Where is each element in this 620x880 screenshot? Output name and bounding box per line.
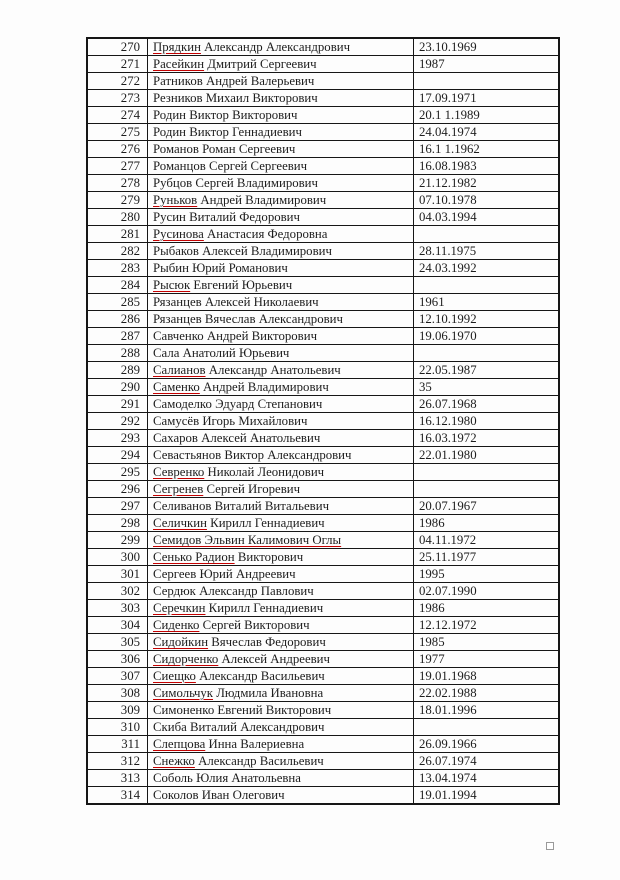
cell-birth-date — [414, 481, 560, 498]
name-rest: Александр Александрович — [200, 40, 351, 54]
cell-full-name — [148, 566, 414, 583]
cell-full-name — [148, 311, 414, 328]
name-rest: Ратников Андрей Валерьевич — [153, 74, 315, 88]
cell-birth-date: 26.09.1966 — [414, 736, 560, 753]
table-row — [87, 617, 559, 634]
table-row — [87, 73, 559, 90]
cell-full-name — [148, 294, 414, 311]
cell-full-name — [148, 379, 414, 396]
cell-number: 270 — [87, 38, 148, 56]
name-rest: Андрей Владимирович — [197, 193, 327, 207]
name-marked-red-underline: Слепцова — [153, 737, 206, 751]
cell-birth-date: 28.11.1975 — [414, 243, 560, 260]
cell-number: 278 — [87, 175, 148, 192]
cell-birth-date: 22.02.1988 — [414, 685, 560, 702]
name-rest: Самоделко Эдуард Степанович — [153, 397, 323, 411]
name-rest: Сала Анатолий Юрьевич — [153, 346, 290, 360]
name-rest: Рязанцев Алексей Николаевич — [153, 295, 319, 309]
cell-full-name — [148, 685, 414, 702]
anchor-square-marker — [546, 842, 554, 850]
cell-number: 309 — [87, 702, 148, 719]
cell-number: 299 — [87, 532, 148, 549]
name-rest: Соколов Иван Олегович — [153, 788, 285, 802]
name-marked-red-underline: Сиденко — [153, 618, 200, 632]
name-marked-red-underline: Серечкин — [153, 601, 206, 615]
cell-birth-date: 04.03.1994 — [414, 209, 560, 226]
cell-full-name — [148, 175, 414, 192]
table-body — [87, 38, 559, 804]
cell-number: 307 — [87, 668, 148, 685]
cell-number: 276 — [87, 141, 148, 158]
name-marked-red-underline: Русинова — [153, 227, 204, 241]
cell-number: 281 — [87, 226, 148, 243]
name-rest: Сергеев Юрий Андреевич — [153, 567, 296, 581]
name-marked-red-underline: Салианов — [153, 363, 206, 377]
cell-full-name — [148, 38, 414, 56]
table-row — [87, 685, 559, 702]
cell-full-name — [148, 736, 414, 753]
cell-birth-date: 1977 — [414, 651, 560, 668]
cell-number: 313 — [87, 770, 148, 787]
name-marked-red-underline: Севренко — [153, 465, 205, 479]
table-row — [87, 379, 559, 396]
name-rest: Кирилл Геннадиевич — [206, 516, 325, 530]
name-rest: Самусёв Игорь Михайлович — [153, 414, 308, 428]
cell-full-name — [148, 362, 414, 379]
cell-full-name — [148, 209, 414, 226]
table-row — [87, 413, 559, 430]
cell-full-name — [148, 787, 414, 805]
cell-birth-date — [414, 345, 560, 362]
name-marked-red-underline: Сидорченко — [153, 652, 219, 666]
cell-number: 311 — [87, 736, 148, 753]
name-rest: Вячеслав Федорович — [208, 635, 326, 649]
table-row — [87, 481, 559, 498]
table-row — [87, 243, 559, 260]
table-row — [87, 90, 559, 107]
cell-number: 288 — [87, 345, 148, 362]
cell-full-name — [148, 277, 414, 294]
table-row — [87, 294, 559, 311]
name-marked-red-underline: Семидов Эльвин Калимович Оглы — [153, 533, 342, 547]
cell-birth-date: 18.01.1996 — [414, 702, 560, 719]
cell-birth-date: 21.12.1982 — [414, 175, 560, 192]
cell-full-name — [148, 549, 414, 566]
cell-birth-date: 16.08.1983 — [414, 158, 560, 175]
name-rest: Селиванов Виталий Витальевич — [153, 499, 330, 513]
cell-full-name — [148, 396, 414, 413]
cell-full-name — [148, 719, 414, 736]
cell-birth-date: 1987 — [414, 56, 560, 73]
name-rest: Сахаров Алексей Анатольевич — [153, 431, 321, 445]
cell-full-name — [148, 328, 414, 345]
cell-number: 290 — [87, 379, 148, 396]
name-marked-red-underline: Снежко — [153, 754, 195, 768]
cell-birth-date — [414, 226, 560, 243]
name-marked-red-underline: Прядкин — [153, 40, 201, 54]
cell-number: 284 — [87, 277, 148, 294]
table-row — [87, 124, 559, 141]
cell-number: 306 — [87, 651, 148, 668]
name-rest: Алексей Андреевич — [218, 652, 330, 666]
cell-number: 304 — [87, 617, 148, 634]
name-marked-red-underline: Расейкин — [153, 57, 205, 71]
cell-birth-date: 1985 — [414, 634, 560, 651]
cell-full-name — [148, 515, 414, 532]
name-marked-red-underline: Селичкин — [153, 516, 207, 530]
cell-birth-date: 20.1 1.1989 — [414, 107, 560, 124]
names-table — [86, 37, 560, 805]
cell-number: 275 — [87, 124, 148, 141]
table-row — [87, 447, 559, 464]
table-row — [87, 38, 559, 56]
name-marked-red-underline: Сегренев — [153, 482, 204, 496]
cell-number: 295 — [87, 464, 148, 481]
cell-number: 302 — [87, 583, 148, 600]
name-rest: Соболь Юлия Анатольевна — [153, 771, 301, 785]
cell-birth-date: 17.09.1971 — [414, 90, 560, 107]
name-marked-red-underline: Саменко — [153, 380, 200, 394]
cell-full-name — [148, 600, 414, 617]
cell-birth-date: 25.11.1977 — [414, 549, 560, 566]
cell-number: 279 — [87, 192, 148, 209]
cell-birth-date: 22.05.1987 — [414, 362, 560, 379]
table-row — [87, 226, 559, 243]
cell-birth-date: 04.11.1972 — [414, 532, 560, 549]
table-row — [87, 566, 559, 583]
cell-number: 293 — [87, 430, 148, 447]
cell-birth-date: 26.07.1974 — [414, 753, 560, 770]
table-row — [87, 328, 559, 345]
name-marked-red-underline: Сиещко — [153, 669, 196, 683]
name-rest: Резников Михаил Викторович — [153, 91, 318, 105]
cell-full-name — [148, 651, 414, 668]
table-row — [87, 702, 559, 719]
cell-number: 297 — [87, 498, 148, 515]
cell-full-name — [148, 124, 414, 141]
table-row — [87, 209, 559, 226]
cell-full-name — [148, 158, 414, 175]
cell-birth-date: 35 — [414, 379, 560, 396]
cell-number: 310 — [87, 719, 148, 736]
name-marked-red-underline: Сидойкин — [153, 635, 209, 649]
name-rest: Дмитрий Сергеевич — [204, 57, 317, 71]
cell-full-name — [148, 617, 414, 634]
name-rest: Сердюк Александр Павлович — [153, 584, 314, 598]
cell-birth-date: 07.10.1978 — [414, 192, 560, 209]
cell-full-name — [148, 583, 414, 600]
cell-number: 285 — [87, 294, 148, 311]
name-rest: Александр Васильевич — [194, 754, 324, 768]
table-row — [87, 787, 559, 805]
name-rest: Рубцов Сергей Владимирович — [153, 176, 318, 190]
cell-birth-date: 24.04.1974 — [414, 124, 560, 141]
table-row — [87, 192, 559, 209]
table-row — [87, 56, 559, 73]
name-rest: Рыбин Юрий Романович — [153, 261, 288, 275]
cell-number: 303 — [87, 600, 148, 617]
cell-birth-date: 1995 — [414, 566, 560, 583]
cell-number: 274 — [87, 107, 148, 124]
table-row — [87, 753, 559, 770]
cell-number: 305 — [87, 634, 148, 651]
cell-birth-date: 12.12.1972 — [414, 617, 560, 634]
cell-number: 301 — [87, 566, 148, 583]
cell-full-name — [148, 192, 414, 209]
table-row — [87, 158, 559, 175]
cell-full-name — [148, 532, 414, 549]
name-rest: Русин Виталий Федорович — [153, 210, 300, 224]
table-row — [87, 175, 559, 192]
cell-full-name — [148, 56, 414, 73]
cell-birth-date: 12.10.1992 — [414, 311, 560, 328]
name-rest: Викторович — [234, 550, 304, 564]
cell-number: 273 — [87, 90, 148, 107]
cell-number: 271 — [87, 56, 148, 73]
cell-number: 292 — [87, 413, 148, 430]
cell-number: 287 — [87, 328, 148, 345]
cell-number: 294 — [87, 447, 148, 464]
cell-number: 272 — [87, 73, 148, 90]
cell-birth-date — [414, 73, 560, 90]
cell-full-name — [148, 770, 414, 787]
cell-full-name — [148, 413, 414, 430]
table-row — [87, 736, 559, 753]
cell-full-name — [148, 243, 414, 260]
name-rest: Анастасия Федоровна — [203, 227, 328, 241]
table-row — [87, 311, 559, 328]
cell-full-name — [148, 90, 414, 107]
cell-full-name — [148, 498, 414, 515]
table-row — [87, 668, 559, 685]
table-row — [87, 141, 559, 158]
name-rest: Сергей Игоревич — [203, 482, 301, 496]
name-rest: Савченко Андрей Викторович — [153, 329, 318, 343]
cell-birth-date: 1961 — [414, 294, 560, 311]
cell-birth-date: 02.07.1990 — [414, 583, 560, 600]
cell-birth-date: 19.06.1970 — [414, 328, 560, 345]
cell-birth-date — [414, 464, 560, 481]
cell-full-name — [148, 668, 414, 685]
cell-full-name — [148, 447, 414, 464]
name-rest: Александр Васильевич — [195, 669, 325, 683]
table-row — [87, 651, 559, 668]
name-rest: Николай Леонидович — [204, 465, 325, 479]
name-rest: Евгений Юрьевич — [190, 278, 293, 292]
cell-full-name — [148, 260, 414, 277]
cell-birth-date: 24.03.1992 — [414, 260, 560, 277]
table-row — [87, 583, 559, 600]
cell-birth-date: 26.07.1968 — [414, 396, 560, 413]
table-row — [87, 396, 559, 413]
name-rest: Родин Виктор Викторович — [153, 108, 298, 122]
table-row — [87, 430, 559, 447]
cell-full-name — [148, 464, 414, 481]
table-row — [87, 719, 559, 736]
cell-number: 296 — [87, 481, 148, 498]
table-row — [87, 634, 559, 651]
name-rest: Романцов Сергей Сергеевич — [153, 159, 308, 173]
cell-birth-date: 1986 — [414, 515, 560, 532]
name-marked-red-underline: Руньков — [153, 193, 198, 207]
cell-full-name — [148, 753, 414, 770]
table-row — [87, 107, 559, 124]
table-row — [87, 464, 559, 481]
cell-birth-date: 20.07.1967 — [414, 498, 560, 515]
cell-number: 314 — [87, 787, 148, 805]
cell-number: 300 — [87, 549, 148, 566]
cell-birth-date: 16.12.1980 — [414, 413, 560, 430]
name-rest: Севастьянов Виктор Александрович — [153, 448, 352, 462]
table-row — [87, 362, 559, 379]
cell-number: 283 — [87, 260, 148, 277]
cell-number: 280 — [87, 209, 148, 226]
cell-birth-date: 23.10.1969 — [414, 38, 560, 56]
cell-full-name — [148, 141, 414, 158]
cell-full-name — [148, 702, 414, 719]
cell-full-name — [148, 226, 414, 243]
cell-full-name — [148, 73, 414, 90]
cell-full-name — [148, 430, 414, 447]
name-rest: Скиба Виталий Александрович — [153, 720, 325, 734]
cell-number: 312 — [87, 753, 148, 770]
cell-number: 291 — [87, 396, 148, 413]
name-rest: Сергей Викторович — [199, 618, 310, 632]
name-rest: Романов Роман Сергеевич — [153, 142, 296, 156]
table-row — [87, 549, 559, 566]
cell-number: 277 — [87, 158, 148, 175]
table-row — [87, 515, 559, 532]
name-rest: Родин Виктор Геннадиевич — [153, 125, 302, 139]
cell-birth-date — [414, 277, 560, 294]
cell-birth-date: 19.01.1994 — [414, 787, 560, 805]
cell-number: 289 — [87, 362, 148, 379]
name-marked-red-underline: Рысюк — [153, 278, 191, 292]
name-rest: Людмила Ивановна — [213, 686, 324, 700]
table-row — [87, 600, 559, 617]
name-marked-red-underline: Симольчук — [153, 686, 214, 700]
table-row — [87, 498, 559, 515]
name-rest: Инна Валериевна — [205, 737, 305, 751]
name-rest: Симоненко Евгений Викторович — [153, 703, 332, 717]
table-row — [87, 532, 559, 549]
name-rest: Рязанцев Вячеслав Александрович — [153, 312, 343, 326]
cell-full-name — [148, 107, 414, 124]
name-rest: Кирилл Геннадиевич — [205, 601, 324, 615]
cell-number: 308 — [87, 685, 148, 702]
table-row — [87, 260, 559, 277]
cell-birth-date: 22.01.1980 — [414, 447, 560, 464]
cell-birth-date: 1986 — [414, 600, 560, 617]
cell-full-name — [148, 481, 414, 498]
cell-full-name — [148, 634, 414, 651]
cell-birth-date: 19.01.1968 — [414, 668, 560, 685]
cell-number: 282 — [87, 243, 148, 260]
name-rest: Рыбаков Алексей Владимирович — [153, 244, 332, 258]
cell-birth-date — [414, 719, 560, 736]
table-row — [87, 345, 559, 362]
name-marked-red-underline: Сенько Радион — [153, 550, 235, 564]
cell-birth-date: 16.03.1972 — [414, 430, 560, 447]
cell-number: 286 — [87, 311, 148, 328]
cell-birth-date: 16.1 1.1962 — [414, 141, 560, 158]
name-rest: Андрей Владимирович — [199, 380, 329, 394]
table-row — [87, 770, 559, 787]
cell-birth-date: 13.04.1974 — [414, 770, 560, 787]
cell-number: 298 — [87, 515, 148, 532]
cell-full-name — [148, 345, 414, 362]
table-row — [87, 277, 559, 294]
name-rest: Александр Анатольевич — [205, 363, 341, 377]
